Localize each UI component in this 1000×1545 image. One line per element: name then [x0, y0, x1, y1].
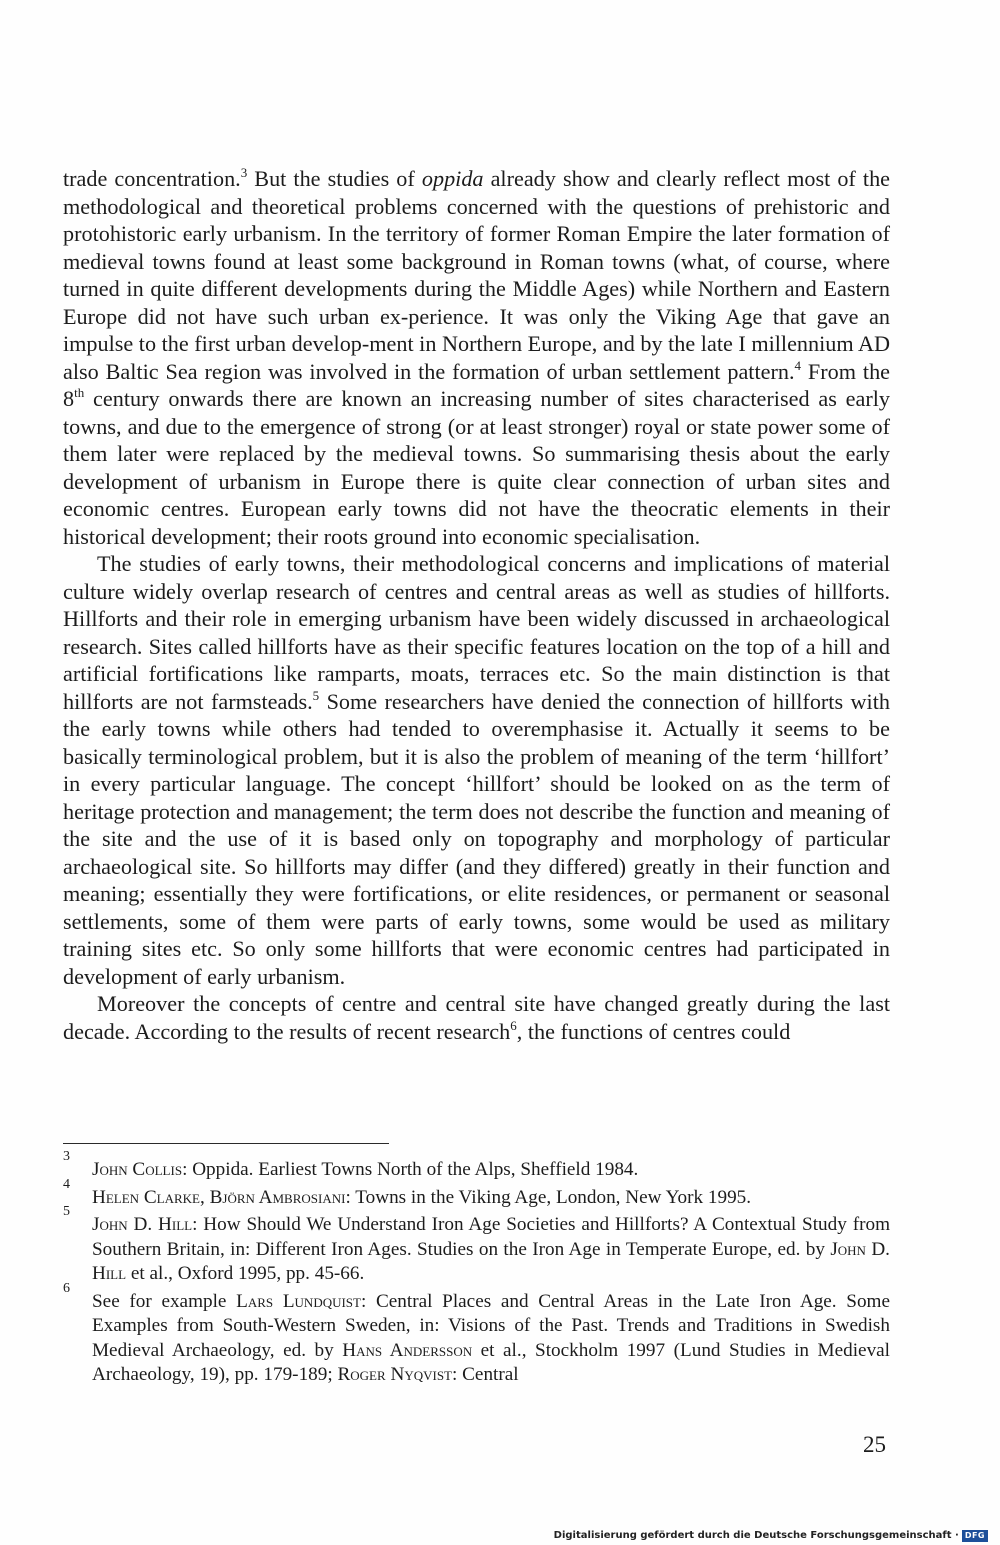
paragraph-2: The studies of early towns, their methodological concerns and implications of material culture widely overlap research of centres and central areas as well as studies of hillforts. Hillforts and their role in emerging urbanism have been widely discussed in archaeological research. Sites called hillforts have as their specific features location on the top of a hill and artificial fortifications like ramparts, moats, terraces etc. So the main distinction is that hillforts are not farmsteads.$^5$ Some researchers have denied the connection of hillforts with the early towns while others had tended to overemphasise it. Actually it seems to be basically terminological problem, but it is also the problem of meaning of the term ‘hillfort’ in every particular language. The concept ‘hillfort’ should be looked on as the term of heritage protection and management; the term does not describe the function and meaning of the site and the use of it is based only on topography and morphology of particular archaeological site. So hillforts may differ (and they differed) greatly in their function and meaning; essentially they were fortifications, or elite residences, or permanent or seasonal settlements, some of them were parts of early towns, some would be used as military training sites etc. So only some hillforts that were economic centres had participated in development of early urbanism.	[63, 551, 890, 989]
footnote-number: 4	[63, 1176, 70, 1192]
digitization-credit	[554, 1530, 988, 1542]
footnote-number: 6	[63, 1280, 70, 1296]
footnote-number: 5	[63, 1204, 70, 1219]
editor-name: Hans Andersson	[342, 1339, 473, 1361]
footnote-4: 4 Helen Clarke, Björn Ambrosiani: Towns in the Viking Age, London, New York 1995.	[63, 1176, 752, 1208]
author-name: Helen Clarke	[92, 1186, 200, 1208]
author-name: Lars Lundquist	[236, 1290, 361, 1312]
author-name: John Collis	[92, 1159, 183, 1180]
footnote-6: 6 See for example Lars Lundquist: Central Places and Central Areas in the Late Iron Age. Some Examples from South-Western Sweden, in: Visions of the Past. Trends and Traditions in Swedish Medieval Archaeology, ed. by Hans Andersson et al., Stockholm 1997 (Lund Studies in Medieval Archaeology, 19), pp. 179-189; Roger Nyqvist: Central	[63, 1280, 891, 1385]
editor-name: John D. Hill	[92, 1238, 890, 1284]
footnote-ref-4[interactable]: 4	[794, 357, 802, 373]
footnote-ref-5[interactable]: 5	[312, 687, 320, 703]
funding-note: Digitalisierung gefördert durch die Deutsche Forschungsgemeinschaft ·	[553, 1530, 959, 1541]
footnote-ref-3[interactable]: 3	[240, 165, 248, 180]
ordinal-suffix: th	[74, 385, 85, 400]
author-name: John D. Hill	[92, 1214, 193, 1235]
paragraph-3: Moreover the concepts of centre and central site have changed greatly during the last decade. According to the results of recent research$^6$, the functions of centres could	[63, 991, 890, 1044]
page-number: 25	[863, 1432, 886, 1457]
footnote-3: 3 John Collis: Oppida. Earliest Towns North of the Alps, Sheffield 1984.	[63, 1149, 639, 1180]
footnote-5: 5 John D. Hill: How Should We Understand Iron Age Societies and Hillforts? A Contextual Study from Southern Britain, in: Different Iron Ages. Studies on the Iron Age in Temperate Europe, ed. by John D. Hill et al., Oxford 1995, pp. 45-66.	[63, 1204, 890, 1284]
author-name: Roger Nyqvist	[337, 1364, 452, 1385]
footnotes	[63, 1149, 891, 1391]
author-name: Björn Ambrosiani	[209, 1186, 346, 1208]
paragraph-1: trade concentration.$^3$ But the studies of oppida already show and clearly reflect most of the methodological and theoretical problems concerned with the questions of prehistoric and protohistoric early urbanism. In the territory of former Roman Empire the later formation of medieval towns found at least some background in Roman towns (what, of course, where turned in quite different developments during the Middle Ages) while Northern and Eastern Europe did not have such urban ex-perience. It was only the Viking Age that gave an impulse to the first urban develop-ment in Northern Europe, and by the late I millennium AD also Baltic Sea region was involved in the formation of urban settlement pattern.$^4$ From the 8th century onwards there are known an increasing number of sites characterised as early towns, and due to the emergence of strong (or at least stronger) royal or state power some of them later were replaced by the medieval towns. So summarising thesis about the early development of urbanism in Europe there is quite clear connection of urban sites and economic centres. European early towns did not have the theocratic elements in their historical development; their roots ground into economic specialisation.	[63, 165, 891, 549]
dfg-logo: DFG	[962, 1530, 988, 1542]
footnote-number: 3	[63, 1149, 70, 1164]
footnote-separator	[63, 1143, 389, 1144]
footnote-ref-6[interactable]: 6	[510, 1017, 517, 1033]
body-text	[63, 165, 890, 1045]
italic-term: oppida	[421, 166, 484, 191]
